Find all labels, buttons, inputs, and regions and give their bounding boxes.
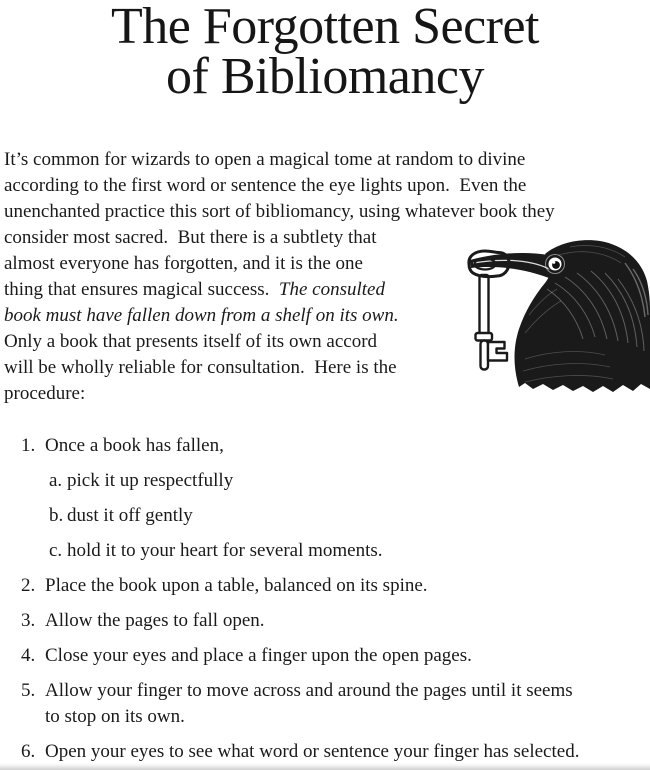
list-item <box>4 678 650 730</box>
crow-key-illustration <box>455 239 650 397</box>
intro-text: procedure: <box>4 383 86 404</box>
intro-line: according to the first word or sentence the eye lights upon. Even the <box>4 175 527 196</box>
intro-line: It’s common for wizards to open a magical tome at random to divine <box>4 149 526 170</box>
list-item-text: Place the book upon a table, balanced on its spine. <box>45 575 428 596</box>
intro-text: will be wholly reliable for consultation. Here is the <box>4 357 397 378</box>
list-item-text: pick it up respectfully <box>67 470 234 491</box>
list-subitem <box>4 503 650 529</box>
list-item <box>4 643 650 669</box>
crow-key-engraving-icon <box>455 239 650 397</box>
list-marker: 6. <box>21 741 36 762</box>
list-item-text: Once a book has fallen, <box>45 435 224 456</box>
intro-text: Only a book that presents itself of its own accord <box>4 331 378 352</box>
list-marker: 3. <box>21 610 36 631</box>
intro-line <box>4 329 474 355</box>
page-title-line2: of Bibliomancy <box>166 48 484 105</box>
intro-line <box>4 381 474 407</box>
procedure-list <box>4 433 650 765</box>
list-marker: b. <box>49 505 64 526</box>
list-marker: c. <box>49 540 63 561</box>
list-item-text: hold it to your heart for several moments. <box>67 540 383 561</box>
intro-text: consider most sacred. But there is a subtlety that <box>4 227 377 248</box>
list-item <box>4 739 650 765</box>
intro-text: almost everyone has forgotten, and it is the one <box>4 253 363 274</box>
list-item-text <box>45 678 573 730</box>
page-bottom-edge <box>0 763 650 770</box>
list-item <box>4 573 650 599</box>
list-subitem <box>4 538 650 564</box>
intro-line <box>4 355 474 381</box>
list-item-text: Open your eyes to see what word or sentence your finger has selected. <box>45 741 580 762</box>
list-marker: 5. <box>21 680 36 701</box>
intro-text: thing that ensures magical success. <box>4 279 279 300</box>
list-item-text: Allow the pages to fall open. <box>45 610 265 631</box>
list-item-text-line1: Allow your finger to move across and around the pages until it seems <box>45 680 573 701</box>
list-item <box>4 608 650 634</box>
page-title-line1: The Forgotten Secret <box>110 0 540 55</box>
list-subitem <box>4 468 650 494</box>
italic-emphasis: The consulted <box>278 279 385 300</box>
list-item <box>4 433 650 459</box>
intro-line <box>4 277 474 303</box>
intro-line <box>4 225 474 251</box>
intro-line: unenchanted practice this sort of bibliomancy, using whatever book they <box>4 201 555 222</box>
list-item-text: Close your eyes and place a finger upon the open pages. <box>45 645 472 666</box>
intro-line <box>4 251 474 277</box>
list-item-text: dust it off gently <box>67 505 193 526</box>
page-title <box>0 0 650 105</box>
italic-emphasis: book must have fallen down from a shelf on its own. <box>4 305 399 326</box>
intro-line <box>4 303 474 329</box>
list-marker: 4. <box>21 645 36 666</box>
list-marker: 1. <box>21 435 36 456</box>
list-item-text-line2: to stop on its own. <box>45 706 185 727</box>
list-marker: 2. <box>21 575 36 596</box>
list-marker: a. <box>49 470 63 491</box>
